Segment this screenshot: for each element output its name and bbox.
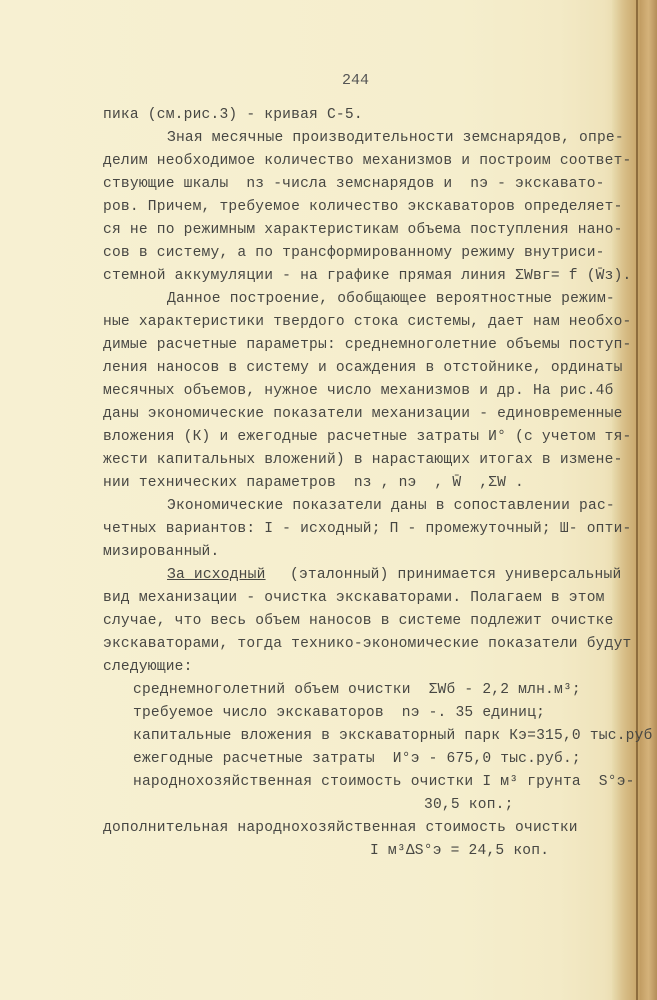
text-line: дополнительная народнохозяйственная стоимость очистки xyxy=(103,820,578,836)
text-line: народнохозяйственная стоимость очистки I м³ грунта S°э- xyxy=(133,774,635,790)
text-line: делим необходимое количество механизмов и построим соответ- xyxy=(103,153,632,169)
text-line: сов в систему, а по трансформированному режиму внутриси- xyxy=(103,245,605,261)
text-line: нии технических параметров nз , nэ , W̄ ,ΣW . xyxy=(103,475,525,491)
text-line: димые расчетные параметры: среднемноголетние объемы поступ- xyxy=(103,337,632,353)
text-line: мизированный. xyxy=(103,544,220,560)
text-line: среднемноголетний объем очистки ΣWб - 2,2 млн.м³; xyxy=(133,682,581,698)
text-line: Зная месячные производительности земснарядов, опре- xyxy=(167,130,624,146)
text-line: ные характеристики твердого стока системы, дает нам необхо- xyxy=(103,314,632,330)
text-line: месячных объемов, нужное число механизмов и др. На рис.4б xyxy=(103,383,614,399)
binding-fold-line xyxy=(636,0,638,1000)
page-number: 244 xyxy=(342,72,370,89)
text-line: жести капитальных вложений) в нарастающих итогах в измене- xyxy=(103,452,623,468)
binding-shadow xyxy=(640,0,657,1000)
underlined-heading-phrase: За исходный xyxy=(167,567,266,583)
text-line: четных вариантов: I - исходный; П - промежуточный; Ш- опти- xyxy=(103,521,632,537)
text-line: вид механизации - очистка экскаваторами. Полагаем в этом xyxy=(103,590,605,606)
text-line: пика (см.рис.3) - кривая С-5. xyxy=(103,107,363,123)
text-line: следующие: xyxy=(103,659,193,675)
text-line: Экономические показатели даны в сопоставлении рас- xyxy=(167,498,615,514)
text-line: ров. Причем, требуемое количество экскаваторов определяет- xyxy=(103,199,623,215)
text-line: стемной аккумуляции - на графике прямая линия ΣWвг= f (W̄з). xyxy=(103,268,632,284)
text-line: ствующие шкалы nз -числа земснарядов и nэ - экскавато- xyxy=(103,176,605,192)
text-line: экскаваторами, тогда технико-экономические показатели будут xyxy=(103,636,632,652)
text-line: ежегодные расчетные затраты И°э - 675,0 тыс.руб.; xyxy=(133,751,581,767)
text-line: (эталонный) принимается универсальный xyxy=(290,567,622,583)
text-line: даны экономические показатели механизации - единовременные xyxy=(103,406,623,422)
text-line: Данное построение, обобщающее вероятностные режим- xyxy=(167,291,615,307)
text-line: I м³ΔS°э = 24,5 коп. xyxy=(370,843,550,859)
text-line: вложения (К) и ежегодные расчетные затраты И° (с учетом тя- xyxy=(103,429,632,445)
text-line: ся не по режимным характеристикам объема поступления нано- xyxy=(103,222,623,238)
text-line: требуемое число экскаваторов nэ -. 35 единиц; xyxy=(133,705,546,721)
text-line: 30,5 коп.; xyxy=(424,797,514,813)
text-line: капитальные вложения в экскаваторный парк Кэ=315,0 тыс.руб xyxy=(133,728,653,744)
text-line: ления наносов в систему и осаждения в отстойнике, ординаты xyxy=(103,360,623,376)
text-line: случае, что весь объем наносов в системе подлежит очистке xyxy=(103,613,614,629)
